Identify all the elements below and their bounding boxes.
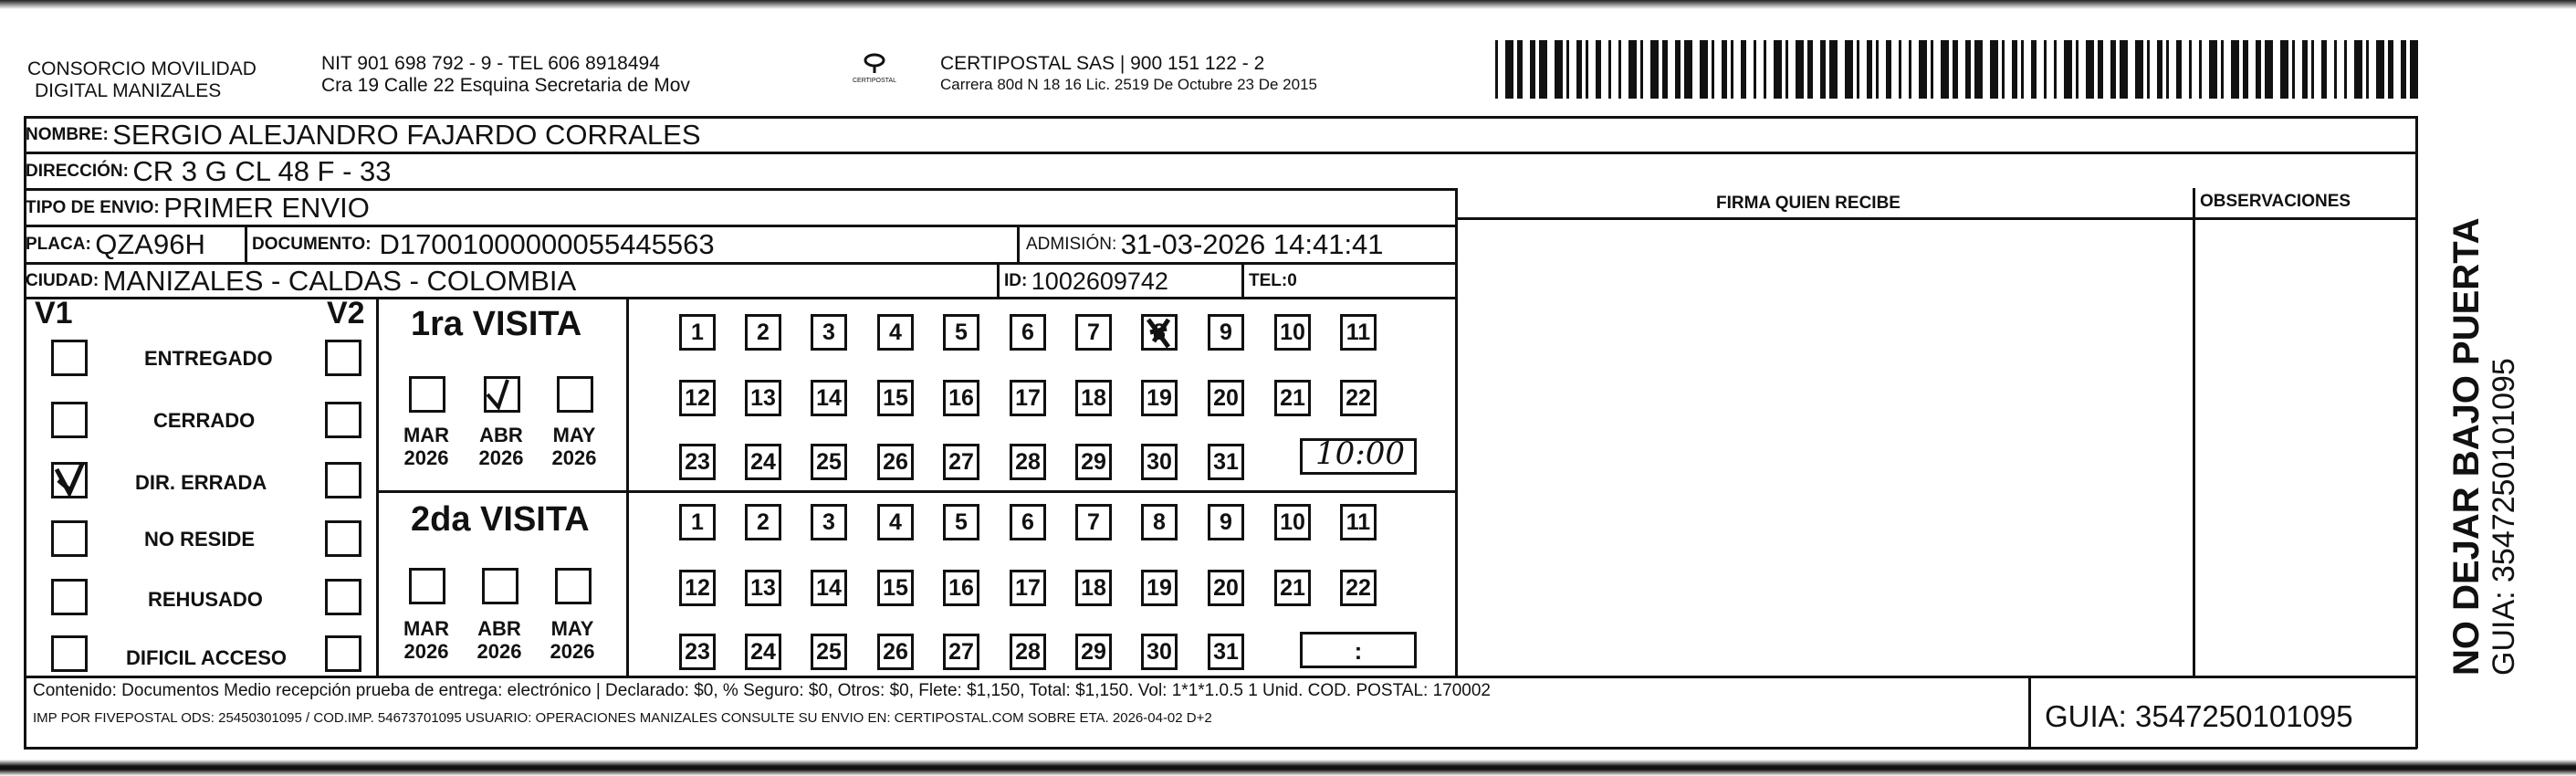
barcode-bar [1700, 40, 1708, 99]
option-no-reside: NO RESIDE [144, 528, 256, 551]
footer-line [24, 676, 2417, 678]
barcode-bar [2166, 40, 2169, 99]
day-box[interactable]: 16 [943, 570, 979, 606]
day-box[interactable]: 27 [943, 634, 979, 670]
placa-divider [245, 225, 247, 263]
barcode-bar [1990, 40, 1998, 99]
barcode-bar [1807, 40, 1813, 99]
day-box[interactable]: 22 [1340, 570, 1377, 606]
day-box[interactable]: 13 [745, 380, 781, 416]
firma-label: FIRMA QUIEN RECIBE [1716, 194, 1901, 213]
carrier-info: CERTIPOSTAL SAS | 900 151 122 - 2 Carrera 80d N 18 16 Lic. 2519 De Octubre 23 De 2015 [940, 53, 1317, 93]
day-box[interactable]: 17 [1010, 570, 1046, 606]
barcode-bar [1741, 40, 1746, 99]
barcode-bar [2002, 40, 2005, 99]
company-name: CONSORCIO MOVILIDAD DIGITAL MANIZALES [27, 58, 257, 101]
first-visit-title: 1ra VISITA [411, 305, 582, 343]
documento-field: DOCUMENTO: D17001000000055445563 [252, 228, 715, 260]
barcode-bar [1628, 40, 1637, 99]
second-visit-month-mar-box[interactable] [409, 568, 445, 604]
barcode-bar [1754, 40, 1756, 99]
day-box[interactable]: 26 [877, 444, 914, 480]
nombre-row: NOMBRE: SERGIO ALEJANDRO FAJARDO CORRALES [26, 119, 701, 151]
check-mark-icon [51, 462, 88, 498]
barcode-bar [1640, 40, 1643, 99]
barcode-bar [1618, 40, 1621, 99]
day-box[interactable]: 21 [1274, 570, 1311, 606]
v2-checkbox-dir-errada[interactable] [325, 462, 361, 498]
barcode-bar [1919, 40, 1927, 99]
day-box[interactable]: 15 [877, 570, 914, 606]
day-box[interactable]: 20 [1208, 380, 1244, 416]
barcode-bar [1586, 40, 1588, 99]
day-box[interactable]: 14 [811, 570, 847, 606]
day-box[interactable]: 25 [811, 634, 847, 670]
barcode-bar [2054, 40, 2057, 99]
v1-checkbox-rehusado[interactable] [51, 579, 88, 615]
day-box[interactable]: 29 [1075, 634, 1112, 670]
first-visit-month-abr-box[interactable] [484, 376, 520, 413]
barcode-bar [1712, 40, 1714, 99]
day-box[interactable]: 1 [679, 314, 716, 351]
barcode-bar [1796, 40, 1804, 99]
day-box[interactable]: 18 [1075, 380, 1112, 416]
barcode-bar [1684, 40, 1692, 99]
sign-header-line [1455, 217, 2417, 220]
second-visit-title: 2da VISITA [411, 500, 590, 539]
barcode-bar [1829, 40, 1838, 99]
barcode-bar [2221, 40, 2224, 99]
barcode-bar [2031, 40, 2037, 99]
nombre-value: SERGIO ALEJANDRO FAJARDO CORRALES [112, 119, 701, 151]
barcode-bar [1731, 40, 1733, 99]
barcode-bar [1857, 40, 1859, 99]
day-box[interactable]: 19 [1141, 570, 1178, 606]
day-box[interactable]: 1 [679, 504, 716, 540]
barcode-bar [2344, 40, 2347, 99]
barcode-bar [2401, 40, 2406, 99]
second-visit-abr: ABR 2026 [476, 617, 522, 663]
barcode-bar [1965, 40, 1971, 99]
day-box[interactable]: 8 [1141, 504, 1178, 540]
v1-checkbox-entregado[interactable] [51, 340, 88, 376]
barcode-bar [1909, 40, 1911, 99]
barcode-bar [1650, 40, 1659, 99]
day-box[interactable]: 16 [943, 380, 979, 416]
documento-value: D17001000000055445563 [379, 228, 715, 260]
first-visit-may: MAY 2026 [551, 424, 597, 469]
day-box[interactable]: 4 [877, 504, 914, 540]
company-contact: NIT 901 698 792 - 9 - TEL 606 8918494 Cra 19 Calle 22 Esquina Secretaria de Mov [321, 53, 690, 96]
barcode-bar [1539, 40, 1547, 99]
barcode-bar [1530, 40, 1535, 99]
ciudad-value: MANIZALES - CALDAS - COLOMBIA [102, 265, 577, 297]
day-box[interactable]: 22 [1340, 380, 1377, 416]
direccion-value: CR 3 G CL 48 F - 33 [132, 155, 392, 187]
day-box[interactable]: 6 [1010, 504, 1046, 540]
barcode-bar [2243, 40, 2248, 99]
barcode-bar [1722, 40, 1727, 99]
v2-checkbox-no-reside[interactable] [325, 520, 361, 557]
bottom-torn-edge [0, 760, 2576, 776]
top-torn-edge [0, 0, 2576, 9]
v1-checkbox-dificil-acceso[interactable] [51, 635, 88, 672]
barcode-bar [2231, 40, 2239, 99]
day-box[interactable]: 9 [1208, 504, 1244, 540]
ciudad-field: CIUDAD: MANIZALES - CALDAS - COLOMBIA [26, 265, 577, 297]
second-visit-time-box[interactable] [1300, 632, 1417, 668]
day-box[interactable]: 12 [679, 380, 716, 416]
barcode-bar [2376, 40, 2384, 99]
barcode-bar [2410, 40, 2418, 99]
barcode-bar [1596, 40, 1601, 99]
day-box[interactable]: 2 [745, 504, 781, 540]
day-box[interactable]: 3 [811, 314, 847, 351]
barcode-bar [1845, 40, 1853, 99]
second-visit-month-may-box[interactable] [555, 568, 592, 604]
day-box[interactable]: 10 [1274, 314, 1311, 351]
barcode-bar [2354, 40, 2362, 99]
barcode-bar [2076, 40, 2079, 99]
day-box[interactable]: 27 [943, 444, 979, 480]
barcode-bar [1785, 40, 1788, 99]
barcode-bar [1576, 40, 1582, 99]
admision-divider [1017, 225, 1020, 263]
barcode-bar [1662, 40, 1668, 99]
day-box[interactable]: 5 [943, 504, 979, 540]
barcode-bar [1764, 40, 1766, 99]
tel-value: 0 [1287, 271, 1297, 290]
option-dir-errada: DIR. ERRADA [135, 471, 267, 494]
barcode-bar [2176, 40, 2182, 99]
day-box[interactable]: 28 [1010, 444, 1046, 480]
barcode-bar [1931, 40, 1933, 99]
day-box[interactable]: 3 [811, 504, 847, 540]
day-box[interactable]: 11 [1340, 504, 1377, 540]
barcode-bar [1867, 40, 1872, 99]
day-box[interactable]: 29 [1075, 444, 1112, 480]
barcode-bar [1566, 40, 1569, 99]
day-box[interactable]: 24 [745, 634, 781, 670]
barcode-bar [2086, 40, 2094, 99]
second-visit-month-abr-box[interactable] [482, 568, 518, 604]
tipo-envio-row: TIPO DE ENVIO: PRIMER ENVIO [26, 192, 370, 224]
observaciones-label: OBSERVACIONES [2200, 192, 2351, 211]
barcode-bar [2265, 40, 2273, 99]
barcode-bar [1675, 40, 1681, 99]
day-box[interactable]: 4 [877, 314, 914, 351]
barcode-bar [2292, 40, 2295, 99]
barcode-bar [2012, 40, 2017, 99]
first-visit-month-may-box[interactable] [557, 376, 593, 413]
barcode-bar [2321, 40, 2327, 99]
barcode-bar [2311, 40, 2314, 99]
status-divider [376, 297, 379, 676]
barcode-bar [1495, 40, 1498, 99]
tel-field: TEL: 0 [1249, 271, 1297, 290]
barcode-bar [1517, 40, 1523, 99]
day-box[interactable]: 14 [811, 380, 847, 416]
v2-label: V2 [327, 296, 365, 330]
day-box[interactable]: 30 [1141, 444, 1178, 480]
barcode-bar [2110, 40, 2116, 99]
admision-value: 31-03-2026 14:41:41 [1120, 228, 1384, 260]
tipo-value: PRIMER ENVIO [163, 192, 370, 224]
side-warning: NO DEJAR BAJO PUERTA [2446, 217, 2487, 676]
day-box[interactable]: 5 [943, 314, 979, 351]
first-visit-time: 10:00 [1315, 435, 1405, 472]
v2-checkbox-dificil-acceso[interactable] [325, 635, 361, 672]
option-cerrado: CERRADO [153, 409, 256, 432]
barcode [1495, 40, 2423, 99]
first-visit-time-box[interactable] [1300, 435, 1417, 475]
day-box[interactable]: 17 [1010, 380, 1046, 416]
side-warning-block [2446, 217, 2521, 676]
day-box[interactable]: 6 [1010, 314, 1046, 351]
barcode-bar [2334, 40, 2337, 99]
certipostal-logo: CERTIPOSTAL [847, 53, 902, 84]
month-divider [626, 297, 629, 676]
option-entregado: ENTREGADO [144, 347, 273, 370]
admision-field: ADMISIÓN: 31-03-2026 14:41:41 [1026, 228, 1384, 260]
v1-checkbox-cerrado[interactable] [51, 402, 88, 438]
obs-divider [2193, 188, 2195, 677]
option-rehusado: REHUSADO [148, 588, 263, 611]
day-box[interactable]: 31 [1208, 444, 1244, 480]
barcode-bar [2256, 40, 2261, 99]
day-box[interactable]: 7 [1075, 504, 1112, 540]
day-box[interactable]: 7 [1075, 314, 1112, 351]
contenido-text: Contenido: Documentos Medio recepción prueba de entrega: electrónico | Declarado: $0, % Seguro: $0, Otros: $0, Flete: $1,150, Total: $1,150. Vol: 1*1*1.0.5 1 Unid. COD. POSTAL: 170002 [33, 681, 1491, 700]
id-divider [997, 262, 1000, 299]
barcode-bar [2021, 40, 2024, 99]
day-box[interactable]: 19 [1141, 380, 1178, 416]
v2-checkbox-entregado[interactable] [325, 340, 361, 376]
day-box[interactable]: 23 [679, 634, 716, 670]
barcode-bar [2135, 40, 2143, 99]
day-box[interactable]: 10 [1274, 504, 1311, 540]
day-box[interactable]: 20 [1208, 570, 1244, 606]
day-box[interactable]: 8 [1141, 314, 1178, 351]
day-box[interactable]: 25 [811, 444, 847, 480]
barcode-bar [1608, 40, 1611, 99]
barcode-bar [1820, 40, 1826, 99]
barcode-bar [2189, 40, 2192, 99]
guia-divider [2028, 676, 2031, 749]
barcode-bar [2044, 40, 2047, 99]
first-visit-month-mar-box[interactable] [409, 376, 445, 413]
sign-divider [1455, 188, 1458, 677]
day-box[interactable]: 21 [1274, 380, 1311, 416]
barcode-bar [1774, 40, 1782, 99]
check-mark-icon [484, 376, 520, 413]
tel-divider [1241, 262, 1244, 299]
barcode-bar [1941, 40, 1949, 99]
barcode-bar [1886, 40, 1891, 99]
barcode-bar [2388, 40, 2393, 99]
first-visit-mar: MAR 2026 [403, 424, 450, 469]
direccion-row: DIRECCIÓN: CR 3 G CL 48 F - 33 [26, 155, 392, 187]
day-box[interactable]: 11 [1340, 314, 1377, 351]
v1-label: V1 [35, 296, 73, 330]
barcode-bar [1899, 40, 1901, 99]
placa-value: QZA96H [95, 228, 205, 260]
barcode-bar [2199, 40, 2202, 99]
barcode-bar [1876, 40, 1879, 99]
day-box[interactable]: 15 [877, 380, 914, 416]
day-box[interactable]: 28 [1010, 634, 1046, 670]
barcode-bar [2366, 40, 2369, 99]
v2-checkbox-rehusado[interactable] [325, 579, 361, 615]
day-box[interactable]: 9 [1208, 314, 1244, 351]
second-visit-may: MAY 2026 [550, 617, 595, 663]
v2-checkbox-cerrado[interactable] [325, 402, 361, 438]
barcode-bar [2120, 40, 2128, 99]
day-box[interactable]: 24 [745, 444, 781, 480]
barcode-bar [1974, 40, 1983, 99]
second-visit-time: : [1354, 637, 1363, 665]
imp-text: IMP POR FIVEPOSTAL ODS: 25450301095 / COD.IMP. 54673701095 USUARIO: OPERACIONES MANIZALES CONSULTE SU ENVIO EN: CERTIPOSTAL.COM SOBRE ETA. 2026-04-02 D+2 [33, 710, 1212, 726]
day-box[interactable]: 13 [745, 570, 781, 606]
option-dificil-acceso: DIFICIL ACCESO [126, 646, 288, 669]
barcode-bar [2147, 40, 2150, 99]
barcode-bar [2280, 40, 2288, 99]
v1-checkbox-dir-errada[interactable] [51, 462, 88, 498]
day-box[interactable]: 2 [745, 314, 781, 351]
barcode-bar [1953, 40, 1958, 99]
id-value: 1002609742 [1031, 267, 1168, 295]
day-box[interactable]: 23 [679, 444, 716, 480]
day-box[interactable]: 26 [877, 634, 914, 670]
frame-bottom [24, 747, 2417, 750]
placa-field: PLACA: QZA96H [26, 228, 205, 260]
second-visit-mar: MAR 2026 [403, 617, 450, 663]
day-box[interactable]: 12 [679, 570, 716, 606]
barcode-bar [2209, 40, 2217, 99]
v1-checkbox-no-reside[interactable] [51, 520, 88, 557]
barcode-bar [1505, 40, 1513, 99]
side-guia: GUIA: 3547250101095 [2487, 358, 2521, 676]
barcode-bar [1555, 40, 1563, 99]
first-visit-abr: ABR 2026 [478, 424, 524, 469]
visit-divider [376, 490, 1457, 493]
footer-guia: GUIA: 3547250101095 [2045, 699, 2353, 733]
day-box[interactable]: 30 [1141, 634, 1178, 670]
frame-right [2415, 116, 2418, 749]
barcode-bar [2064, 40, 2072, 99]
day-box[interactable]: 31 [1208, 634, 1244, 670]
day-box[interactable]: 18 [1075, 570, 1112, 606]
day-mark-icon [1141, 314, 1178, 351]
barcode-bar [2302, 40, 2308, 99]
id-field: ID: 1002609742 [1004, 267, 1168, 295]
barcode-bar [2157, 40, 2162, 99]
barcode-bar [2098, 40, 2103, 99]
